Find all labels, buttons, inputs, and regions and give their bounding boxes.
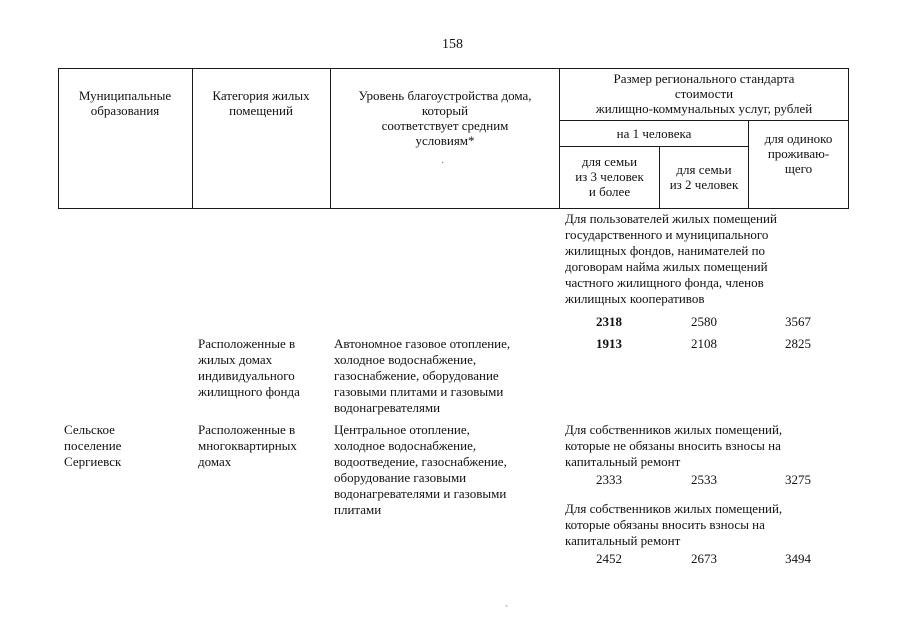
municipality-sergievsk: Сельское поселение Сергиевск (64, 422, 122, 469)
note-users-of-housing: Для пользователей жилых помещений государственного и муниципального жилищных фондов, нанимателей по договорам найма жилых помещений частного жилищного фонда, членов жилищных кооперативов (565, 211, 777, 306)
note-owners-not-obliged: Для собственников жилых помещений, которые не обязаны вносить взносы на капитальный ремонт (565, 422, 783, 469)
value-family-3: 2452 (596, 551, 622, 566)
page-number: 158 (442, 37, 463, 52)
category-apartment-buildings: Расположенные в многоквартирных домах (198, 422, 297, 469)
value-single: 3275 (785, 472, 811, 487)
value-family-2: 2533 (691, 472, 717, 487)
category-individual-houses: Расположенные в жилых домах индивидуального жилищного фонда (198, 336, 300, 399)
value-family-2: 2108 (691, 336, 717, 351)
amenity-central-heating: Центральное отопление, холодное водоснабжение, водоотведение, газоснабжение, оборудование газовыми водонагревателями и газовыми плитами (334, 422, 507, 517)
value-family-3: 2318 (596, 314, 622, 329)
value-family-3: 1913 (596, 336, 622, 351)
value-family-2: 2580 (691, 314, 717, 329)
header-family-3: для семьи из 3 человек и более (575, 154, 644, 199)
scan-speck: · (441, 158, 445, 169)
header-category: Категория жилых помещений (212, 88, 310, 118)
header-municipality: Муниципальные образования (78, 88, 172, 118)
header-per-person: на 1 человека (616, 126, 692, 141)
amenity-autonomous-gas: Автономное газовое отопление, холодное водоснабжение, газоснабжение, оборудование газовыми плитами и газовыми водонагревателями (334, 336, 511, 415)
scan-speck: ` (505, 605, 509, 616)
value-family-2: 2673 (691, 551, 717, 566)
header-family-2: для семьи из 2 человек (669, 162, 739, 192)
value-single: 3567 (785, 314, 811, 329)
header-standard-size: Размер регионального стандарта стоимости жилищно-коммунальных услуг, рублей (595, 71, 813, 116)
header-amenity-level: Уровень благоустройства дома, который соответствует средним условиям* (358, 88, 532, 148)
value-family-3: 2333 (596, 472, 622, 487)
value-single: 2825 (785, 336, 811, 351)
value-single: 3494 (785, 551, 811, 566)
note-owners-obliged: Для собственников жилых помещений, которые обязаны вносить взносы на капитальный ремонт (565, 501, 783, 548)
header-single: для одиноко проживаю- щего (764, 131, 833, 176)
